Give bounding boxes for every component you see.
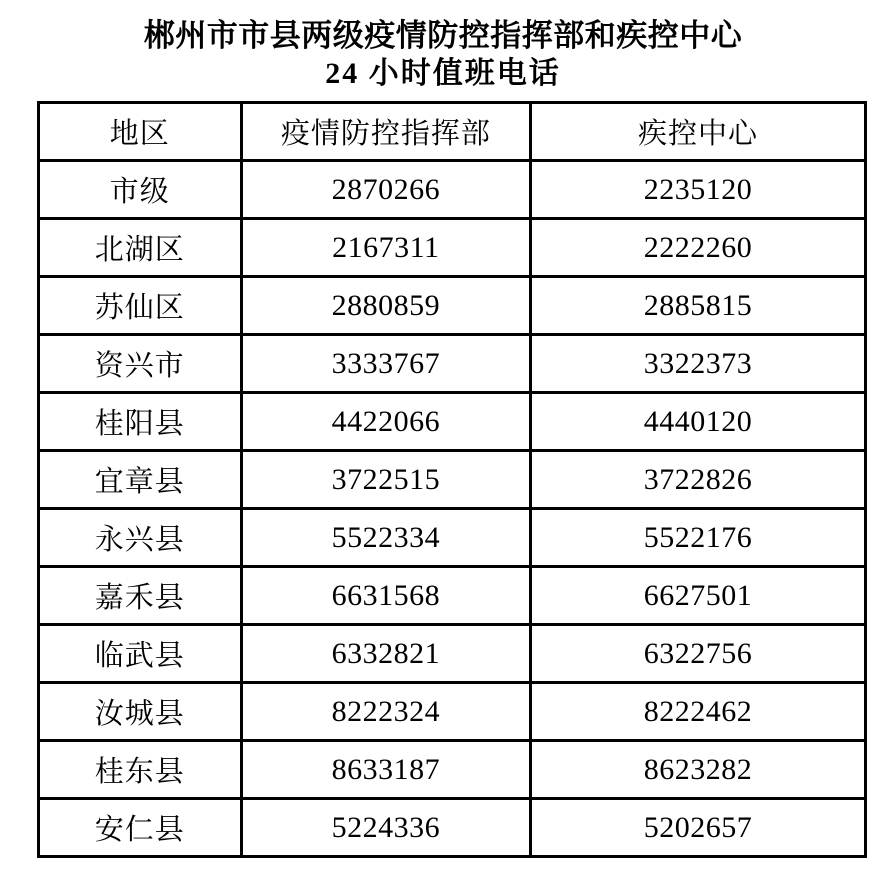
table-body [39,161,866,857]
region-cell: 宜章县 [39,451,242,509]
cdc-phone-cell: 3722826 [531,451,866,509]
region-cell: 嘉禾县 [39,567,242,625]
cdc-phone-cell: 8623282 [531,741,866,799]
cdc-phone-cell: 2235120 [531,161,866,219]
table-row [39,509,866,567]
cdc-phone-cell: 2222260 [531,219,866,277]
table-row [39,161,866,219]
region-cell: 安仁县 [39,799,242,857]
cdc-phone-cell: 6322756 [531,625,866,683]
region-cell: 桂阳县 [39,393,242,451]
command-phone-cell: 3722515 [241,451,530,509]
command-phone-cell: 8633187 [241,741,530,799]
cdc-phone-cell: 4440120 [531,393,866,451]
cdc-phone-cell: 3322373 [531,335,866,393]
cdc-phone-cell: 5522176 [531,509,866,567]
table-row [39,335,866,393]
command-phone-cell: 6332821 [241,625,530,683]
page-title: 郴州市市县两级疫情防控指挥部和疾控中心 [143,18,743,53]
table-row [39,625,866,683]
table-row [39,799,866,857]
command-phone-cell: 8222324 [241,683,530,741]
region-cell: 市级 [39,161,242,219]
header-cdc-center: 疾控中心 [531,103,866,161]
table-row [39,451,866,509]
cdc-phone-cell: 2885815 [531,277,866,335]
table-row [39,567,866,625]
header-region: 地区 [39,103,242,161]
table-row [39,277,866,335]
command-phone-cell: 2167311 [241,219,530,277]
command-phone-cell: 4422066 [241,393,530,451]
command-phone-cell: 2880859 [241,277,530,335]
cdc-phone-cell: 6627501 [531,567,866,625]
table-row [39,393,866,451]
region-cell: 北湖区 [39,219,242,277]
region-cell: 资兴市 [39,335,242,393]
command-phone-cell: 5522334 [241,509,530,567]
region-cell: 桂东县 [39,741,242,799]
table-header-row [39,103,866,161]
page-subtitle: 24 小时值班电话 [325,57,561,91]
table-row [39,741,866,799]
table-row [39,683,866,741]
header-command-center: 疫情防控指挥部 [241,103,530,161]
region-cell: 临武县 [39,625,242,683]
region-cell: 汝城县 [39,683,242,741]
command-phone-cell: 5224336 [241,799,530,857]
region-cell: 永兴县 [39,509,242,567]
command-phone-cell: 2870266 [241,161,530,219]
cdc-phone-cell: 8222462 [531,683,866,741]
cdc-phone-cell: 5202657 [531,799,866,857]
phone-table [37,101,867,858]
command-phone-cell: 3333767 [241,335,530,393]
region-cell: 苏仙区 [39,277,242,335]
command-phone-cell: 6631568 [241,567,530,625]
table-row [39,219,866,277]
